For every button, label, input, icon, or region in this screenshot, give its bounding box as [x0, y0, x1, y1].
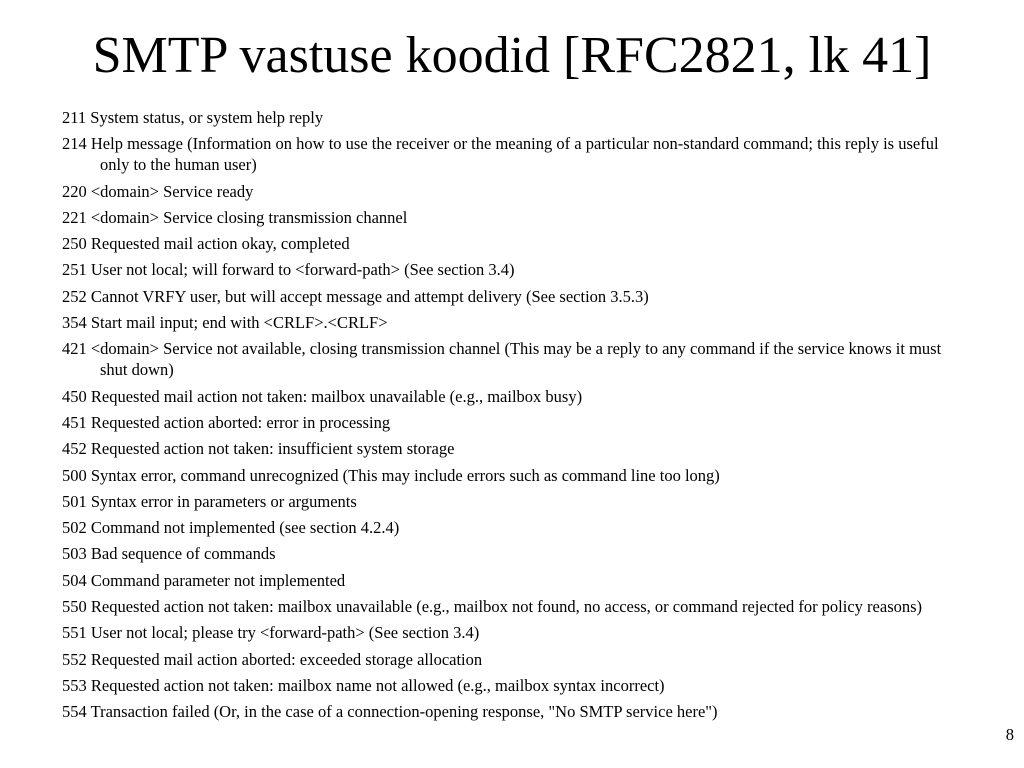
reply-code-item: 553 Requested action not taken: mailbox name not allowed (e.g., mailbox syntax incorrect) — [62, 675, 665, 695]
reply-code-item: 354 Start mail input; end with <CRLF>.<CRLF> — [62, 313, 388, 333]
reply-code-item: 502 Command not implemented (see section 4.2.4) — [62, 518, 400, 538]
slide-title: SMTP vastuse koodid [RFC2821, lk 41] — [92, 27, 932, 84]
reply-code-item: 211 System status, or system help reply — [62, 108, 324, 127]
reply-code-item: 550 Requested action not taken: mailbox unavailable (e.g., mailbox not found, no access, or command rejected for policy reasons) — [62, 597, 923, 617]
reply-code-item: 214 Help message (Information on how to use the receiver or the meaning of a particular non-standard command; this reply is useful only to the human user) — [62, 134, 939, 175]
reply-code-item: 251 User not local; will forward to <forward-path> (See section 3.4) — [62, 260, 515, 280]
reply-code-item: 252 Cannot VRFY user, but will accept message and attempt delivery (See section 3.5.3) — [62, 286, 649, 306]
reply-code-item: 250 Requested mail action okay, completed — [62, 234, 350, 254]
page-number: 8 — [1005, 725, 1014, 744]
reply-code-item: 551 User not local; please try <forward-path> (See section 3.4) — [62, 623, 480, 643]
reply-code-item: 220 <domain> Service ready — [62, 181, 254, 201]
reply-code-item: 504 Command parameter not implemented — [62, 570, 346, 590]
reply-code-item: 451 Requested action aborted: error in processing — [62, 412, 391, 432]
reply-code-list — [62, 107, 962, 728]
reply-code-item: 554 Transaction failed (Or, in the case of a connection-opening response, "No SMTP service here") — [62, 702, 718, 722]
reply-code-item: 450 Requested mail action not taken: mailbox unavailable (e.g., mailbox busy) — [62, 386, 583, 406]
reply-code-item: 501 Syntax error in parameters or arguments — [62, 491, 357, 511]
reply-code-item: 452 Requested action not taken: insufficient system storage — [62, 439, 455, 459]
reply-code-item: 500 Syntax error, command unrecognized (This may include errors such as command line too long) — [62, 465, 720, 485]
reply-code-item: 221 <domain> Service closing transmission channel — [62, 207, 408, 227]
reply-code-item: 552 Requested mail action aborted: exceeded storage allocation — [62, 649, 483, 669]
reply-code-item: 421 <domain> Service not available, closing transmission channel (This may be a reply to any command if the service knows it must shut down) — [62, 339, 942, 380]
reply-code-item: 503 Bad sequence of commands — [62, 544, 276, 564]
